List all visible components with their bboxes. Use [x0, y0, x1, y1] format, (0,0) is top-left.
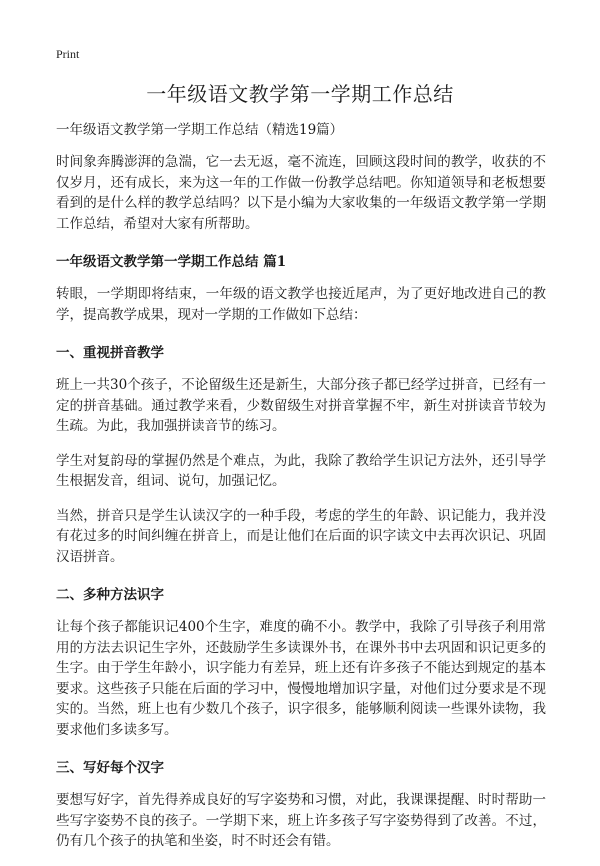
page-title: 一年级语文教学第一学期工作总结: [146, 82, 454, 106]
print-link[interactable]: Print: [56, 47, 80, 61]
section-paragraph: 学生对复韵母的掌握仍然是个难点，为此，我除了教给学生识记方法外，还引导学生根据发音，组词、说句，加强记忆。: [56, 452, 546, 489]
section-heading: 三、写好每个汉字: [56, 760, 164, 776]
section-paragraph: 让每个孩子都能识记400个生字，难度的确不小。教学中，我除了引导孩子利用常用的方法去识记生字外，还鼓励学生多读课外书，在课外书中去巩固和识记更多的生字。由于学生年龄小，识字能力有差异，班上还有许多孩子不能达到规定的基本要求。这些孩子只能在后面的学习中，慢慢地增加识字量，对他们过分要求是不现实的。当然，班上也有少数几个孩子，识字很多，能够顺利阅读一些课外读物，我要求他们多读多写。: [56, 619, 546, 738]
section-heading: 二、多种方法识字: [56, 587, 164, 603]
section-paragraph: 班上一共30个孩子，不论留级生还是新生，大部分孩子都已经学过拼音，已经有一定的拼音基础。通过教学来看，少数留级生对拼音掌握不牢，新生对拼读音节较为生疏。为此，我加强拼读音节的练习。: [56, 377, 546, 434]
intro-paragraph: 时间象奔腾澎湃的急湍，它一去无返，毫不流连，回顾这段时间的教学，收获的不仅岁月，还有成长，来为这一年的工作做一份教学总结吧。你知道领导和老板想要看到的是什么样的教学总结吗？以下是小编为大家收集的一年级语文教学第一学期工作总结，希望对大家有所帮助。: [56, 154, 546, 232]
section-paragraph: 当然，拼音只是学生认读汉字的一种手段，考虑的学生的年龄、识记能力，我并没有花过多的时间纠缠在拼音上，而是让他们在后面的识字读文中去再次识记、巩固汉语拼音。: [56, 507, 546, 565]
section-paragraph: 要想写好字，首先得养成良好的写字姿势和习惯，对此，我课课提醒、时时帮助一些写字姿势不良的孩子。一学期下来，班上许多孩子写字姿势得到了改善。不过，仍有几个孩子的执笔和坐姿，时不时还会有错。: [56, 792, 546, 849]
document-subtitle: 一年级语文教学第一学期工作总结（精选19篇）: [56, 122, 344, 138]
section-heading: 一、重视拼音教学: [56, 345, 164, 361]
document-body: [56, 120, 546, 866]
article-intro-paragraph: 转眼，一学期即将结束，一年级的语文教学也接近尾声，为了更好地改进自己的教学，提高教学成果，现对一学期的工作做如下总结：: [56, 286, 546, 323]
article-heading: 一年级语文教学第一学期工作总结 篇1: [56, 254, 287, 270]
